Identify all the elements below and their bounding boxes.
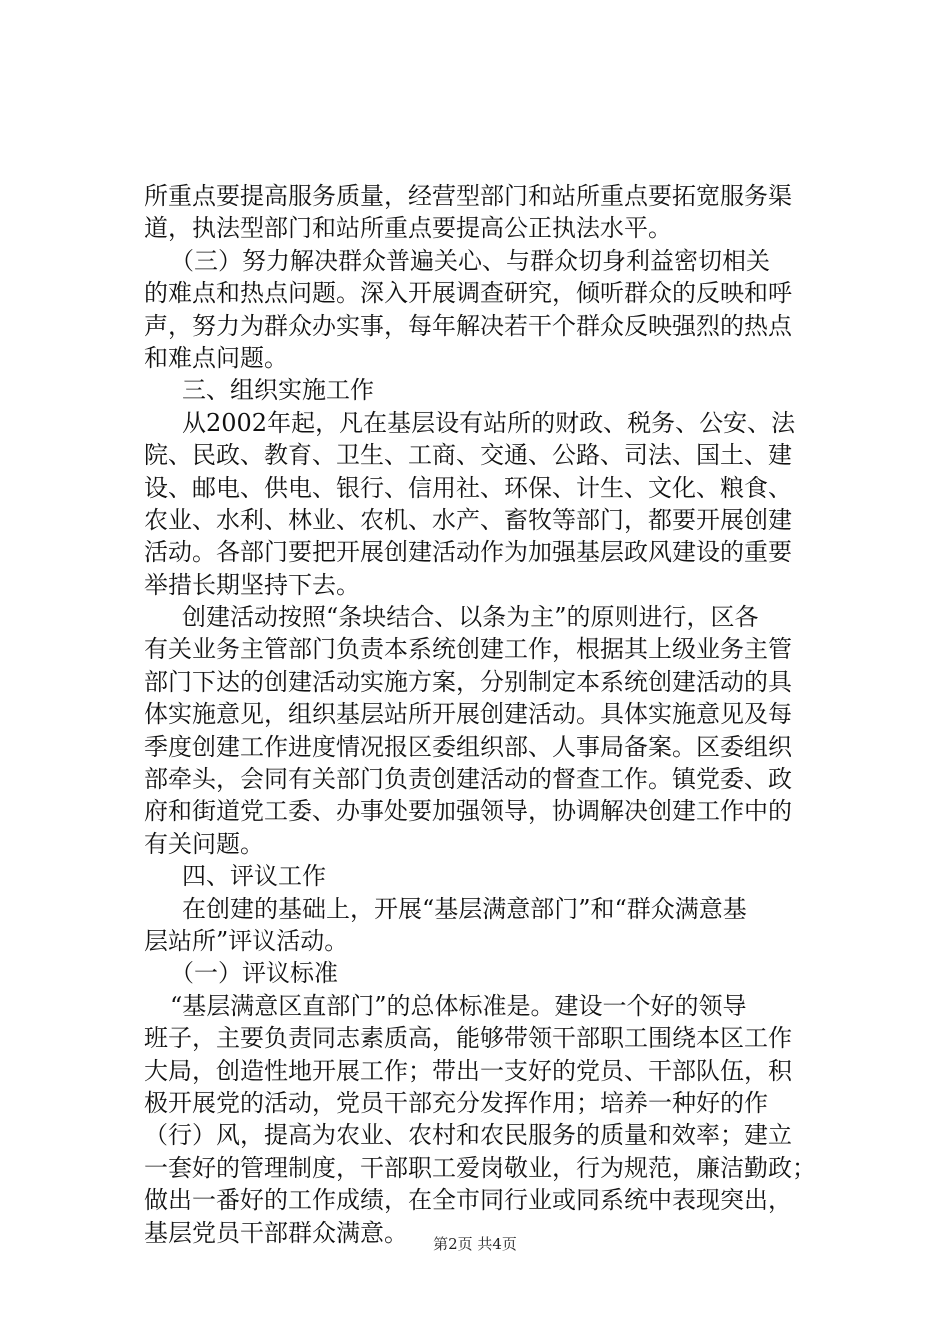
text-line: 层站所”评议活动。 — [144, 926, 349, 955]
text-line: 农业、水利、林业、农机、水产、畜牧等部门，都要开展创建 — [144, 505, 792, 534]
text-line: 基层党员干部群众满意。 — [144, 1218, 408, 1247]
text-line: 声，努力为群众办实事，每年解决若干个群众反映强烈的热点 — [144, 311, 792, 340]
text-line: 班子，主要负责同志素质高，能够带领干部职工围绕本区工作 — [144, 1024, 792, 1053]
text-line: 道，执法型部门和站所重点要提高公正执法水平。 — [144, 214, 672, 243]
text-line: 的难点和热点问题。深入开展调查研究，倾听群众的反映和呼 — [144, 279, 792, 308]
text-line: （三）努力解决群众普遍关心、与群众切身利益密切相关 — [170, 246, 770, 275]
page-number-footer: 第2页 共4页 — [433, 1235, 517, 1253]
section-heading: 三、组织实施工作 — [182, 376, 374, 405]
text-line: 设、邮电、供电、银行、信用社、环保、计生、文化、粮食、 — [144, 473, 792, 502]
text-line: 和难点问题。 — [144, 343, 288, 372]
section-heading: 四、评议工作 — [182, 862, 326, 891]
text-line: 体实施意见，组织基层站所开展创建活动。具体实施意见及每 — [144, 700, 792, 729]
text-line: 大局，创造性地开展工作；带出一支好的党员、干部队伍，积 — [144, 1056, 792, 1085]
text-line: 极开展党的活动，党员干部充分发挥作用；培养一种好的作 — [144, 1088, 768, 1117]
text-line: “基层满意区直部门”的总体标准是。建设一个好的领导 — [170, 991, 747, 1020]
text-line: 府和街道党工委、办事处要加强领导，协调解决创建工作中的 — [144, 797, 792, 826]
text-line: 做出一番好的工作成绩，在全市同行业或同系统中表现突出， — [144, 1186, 792, 1215]
text-line: 所重点要提高服务质量，经营型部门和站所重点要拓宽服务渠 — [144, 182, 792, 210]
text-line: （行）风，提高为农业、农村和农民服务的质量和效率；建立 — [144, 1121, 792, 1150]
text-line: 院、民政、教育、卫生、工商、交通、公路、司法、国土、建 — [144, 441, 792, 470]
text-line: 活动。各部门要把开展创建活动作为加强基层政风建设的重要 — [144, 538, 792, 567]
text-line: 有关业务主管部门负责本系统创建工作，根据其上级业务主管 — [144, 635, 792, 664]
text-line: 部牵头，会同有关部门负责创建活动的督查工作。镇党委、政 — [144, 765, 792, 794]
text-line: 部门下达的创建活动实施方案，分别制定本系统创建活动的具 — [144, 667, 792, 696]
text-line: 一套好的管理制度，干部职工爱岗敬业，行为规范，廉洁勤政； — [144, 1153, 816, 1182]
text-line: 有关问题。 — [144, 829, 264, 858]
text-line: 创建活动按照“条块结合、以条为主”的原则进行，区各 — [182, 603, 759, 632]
subsection-heading: （一）评议标准 — [170, 959, 338, 988]
text-line: 季度创建工作进度情况报区委组织部、人事局备案。区委组织 — [144, 732, 792, 761]
text-line: 从2002年起，凡在基层设有站所的财政、税务、公安、法 — [182, 408, 796, 437]
text-line: 在创建的基础上，开展“基层满意部门”和“群众满意基 — [182, 894, 747, 923]
document-body — [144, 180, 824, 1249]
text-line: 举措长期坚持下去。 — [144, 570, 360, 599]
